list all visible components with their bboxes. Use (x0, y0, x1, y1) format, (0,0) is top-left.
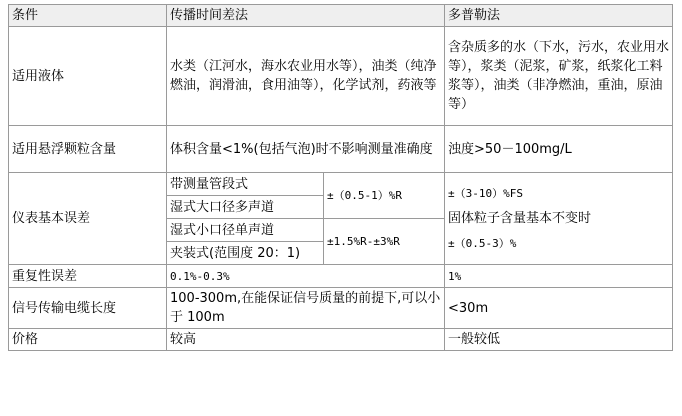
row-label-error: 仪表基本误差 (9, 173, 167, 265)
table-row-price (9, 329, 673, 351)
doppler-error-line-3: ±（0.5-3）% (448, 237, 517, 250)
header-doppler: 多普勒法 (445, 5, 673, 27)
table-row-repeat (9, 265, 673, 288)
cell-error-sub1: 带测量管段式 (167, 173, 324, 196)
table-row-error-1 (9, 173, 673, 196)
doppler-error-line-2: 固体粒子含量基本不变时 (448, 211, 592, 226)
cell-error-value-a: ±（0.5-1）%R (324, 173, 445, 219)
cell-particle-doppler: 浊度>50－100mg/L (445, 126, 673, 173)
cell-price-transit: 较高 (167, 329, 445, 351)
cell-cable-doppler: <30m (445, 288, 673, 329)
doppler-error-line-1: ±（3-10）%FS (448, 187, 523, 200)
cell-error-doppler (445, 173, 673, 265)
table-row-liquid (9, 27, 673, 126)
cell-repeat-doppler: 1% (445, 265, 673, 288)
row-label-particle: 适用悬浮颗粒含量 (9, 126, 167, 173)
row-label-cable: 信号传输电缆长度 (9, 288, 167, 329)
comparison-table-container (8, 4, 672, 351)
cell-cable-transit: 100-300m,在能保证信号质量的前提下,可以小于 100m (167, 288, 445, 329)
table-row-cable (9, 288, 673, 329)
table-row-particle (9, 126, 673, 173)
flowmeter-comparison-table (8, 4, 673, 351)
cell-repeat-transit: 0.1%-0.3% (167, 265, 445, 288)
cell-liquid-doppler: 含杂质多的水（下水，污水，农业用水等），浆类（泥浆，矿浆，纸浆化工料浆等），油类（非净燃油，重油，原油等） (445, 27, 673, 126)
table-header-row (9, 5, 673, 27)
cell-error-sub2: 湿式大口径多声道 (167, 196, 324, 219)
row-label-price: 价格 (9, 329, 167, 351)
row-label-repeat: 重复性误差 (9, 265, 167, 288)
cell-error-value-b: ±1.5%R-±3%R (324, 219, 445, 265)
cell-error-sub4: 夹装式(范围度 20：1) (167, 242, 324, 265)
row-label-liquid: 适用液体 (9, 27, 167, 126)
cell-particle-transit: 体积含量<1%(包括气泡)时不影响测量准确度 (167, 126, 445, 173)
cell-liquid-transit: 水类（江河水，海水农业用水等），油类（纯净燃油，润滑油，食用油等），化学试剂，药液等 (167, 27, 445, 126)
header-transit-time: 传播时间差法 (167, 5, 445, 27)
header-condition: 条件 (9, 5, 167, 27)
cell-error-sub3: 湿式小口径单声道 (167, 219, 324, 242)
cell-price-doppler: 一般较低 (445, 329, 673, 351)
